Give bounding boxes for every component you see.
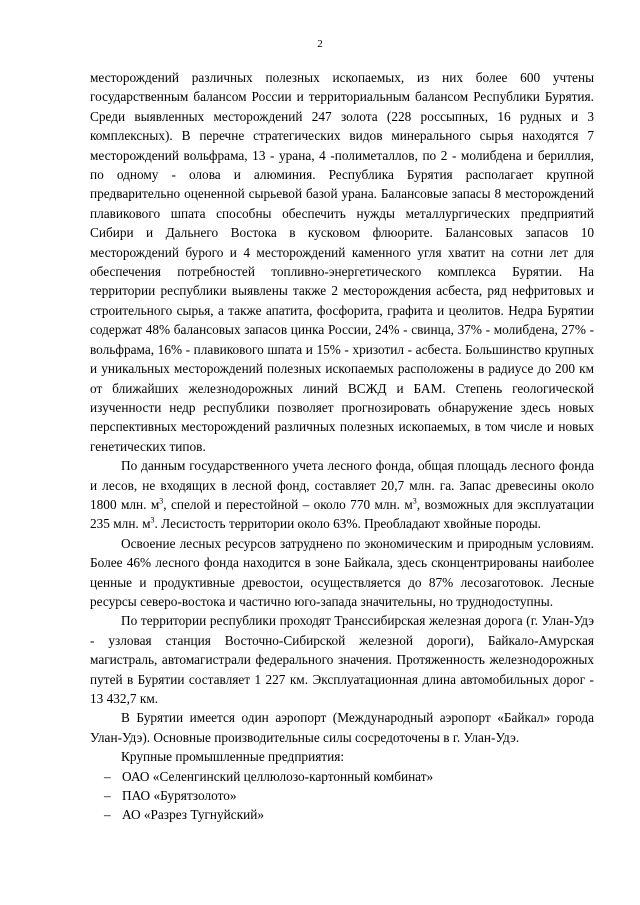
paragraph-text: , спелой и перестойной – около 770 млн. м (163, 496, 413, 512)
document-body (90, 68, 594, 825)
paragraph-text: Освоение лесных ресурсов затруднено по экономическим и природным условиям. Более 46% лесного фонда находится в зоне Байкала, здесь сконцентрированы наиболее ценные и продуктивные древостои, осуществляется до 87% лесозаготовок. Лесные ресурсы северо-востока и частично юго-запада значительны, но труднодоступны. (90, 535, 594, 609)
enterprise-list (90, 767, 594, 825)
paragraph (90, 708, 594, 747)
paragraph (90, 747, 594, 766)
list-item (90, 767, 594, 786)
paragraph (90, 534, 594, 612)
paragraph-text: . Лесистость территории около 63%. Преобладают хвойные породы. (154, 516, 542, 532)
superscript: 3 (412, 496, 417, 506)
paragraphs-container (90, 68, 594, 767)
paragraph-text: В Бурятии имеется один аэропорт (Международный аэропорт «Байкал» города Улан-Удэ). Основные производительные силы сосредоточены в г. Улан-Удэ. (90, 710, 594, 745)
superscript: 3 (159, 496, 164, 506)
superscript: 3 (150, 515, 155, 525)
page-number: 2 (317, 38, 323, 50)
paragraph-text: По данным государственного учета лесного фонда, общая площадь лесного фонда и лесов, не входящих в лесной фонд, составляет 20,7 млн. га. Запас древесины около 1800 млн. м (90, 458, 594, 512)
list-item (90, 805, 594, 824)
paragraph-text: месторождений различных полезных ископаемых, из них более 600 учтены государственным балансом России и территориальным балансом Республики Бурятия. Среди выявленных месторождений 247 золота (228 россыпных, 16 рудных и 3 комплексных). В перечне стратегических видов минерального сырья находятся 7 месторождений вольфрама, 13 - урана, 4 -полиметаллов, по 2 - молибдена и бериллия, по одному - олова и алюминия. Республика Бурятия располагает крупной предварительно оцененной сырьевой базой урана. Балансовые запасы 8 месторождений плавикового шпата способны обеспечить нужды металлургических предприятий Сибири и Дальнего Востока в кусковом флюорите. Балансовых запасов 10 месторождений бурого и 4 месторождений каменного угля хватит на сотни лет для обеспечения потребностей топливно-энергетического комплекса Бурятии. На территории республики выявлены также 2 месторождения асбеста, ряд нефритовых и строительного сырья, а также апатита, фосфорита, графита и цеолитов. Недра Бурятии содержат 48% балансовых запасов цинка России, 24% - свинца, 37% - молибдена, 27% - вольфрама, 16% - плавикового шпата и 15% - хризотил - асбеста. Большинство крупных и уникальных месторождений полезных ископаемых расположены в радиусе до 200 км от ближайших железнодорожных линий ВСЖД и БАМ. Степень геологической изученности недр республики позволяет прогнозировать обнаружение здесь новых перспективных месторождений различных полезных ископаемых, в том числе и новых генетических типов. (90, 70, 594, 454)
paragraph (90, 611, 594, 708)
list-item (90, 786, 594, 805)
paragraph (90, 68, 594, 456)
list-item-text: ОАО «Селенгинский целлюлозо-картонный комбинат» (122, 768, 434, 784)
list-dash-marker: – (104, 807, 111, 823)
paragraph-text: Крупные промышленные предприятия: (121, 749, 345, 765)
list-dash-marker: – (104, 788, 111, 804)
list-item-text: АО «Разрез Тугнуйский» (122, 807, 265, 823)
paragraph (90, 456, 594, 534)
paragraph-text: , возможных для эксплуатации 235 млн. м (90, 496, 595, 532)
list-item-text: ПАО «Бурятзолото» (122, 788, 237, 804)
paragraph-text: По территории республики проходят Транссибирская железная дорога (г. Улан-Удэ - узловая станция Восточно-Сибирской железной дороги), Байкало-Амурская магистраль, автомагистрали федерального значения. Протяженность железнодорожных путей в Бурятии составляет 1 227 км. Эксплуатационная длина автомобильных дорог - 13 432,7 км. (90, 613, 594, 706)
list-dash-marker: – (104, 768, 111, 784)
